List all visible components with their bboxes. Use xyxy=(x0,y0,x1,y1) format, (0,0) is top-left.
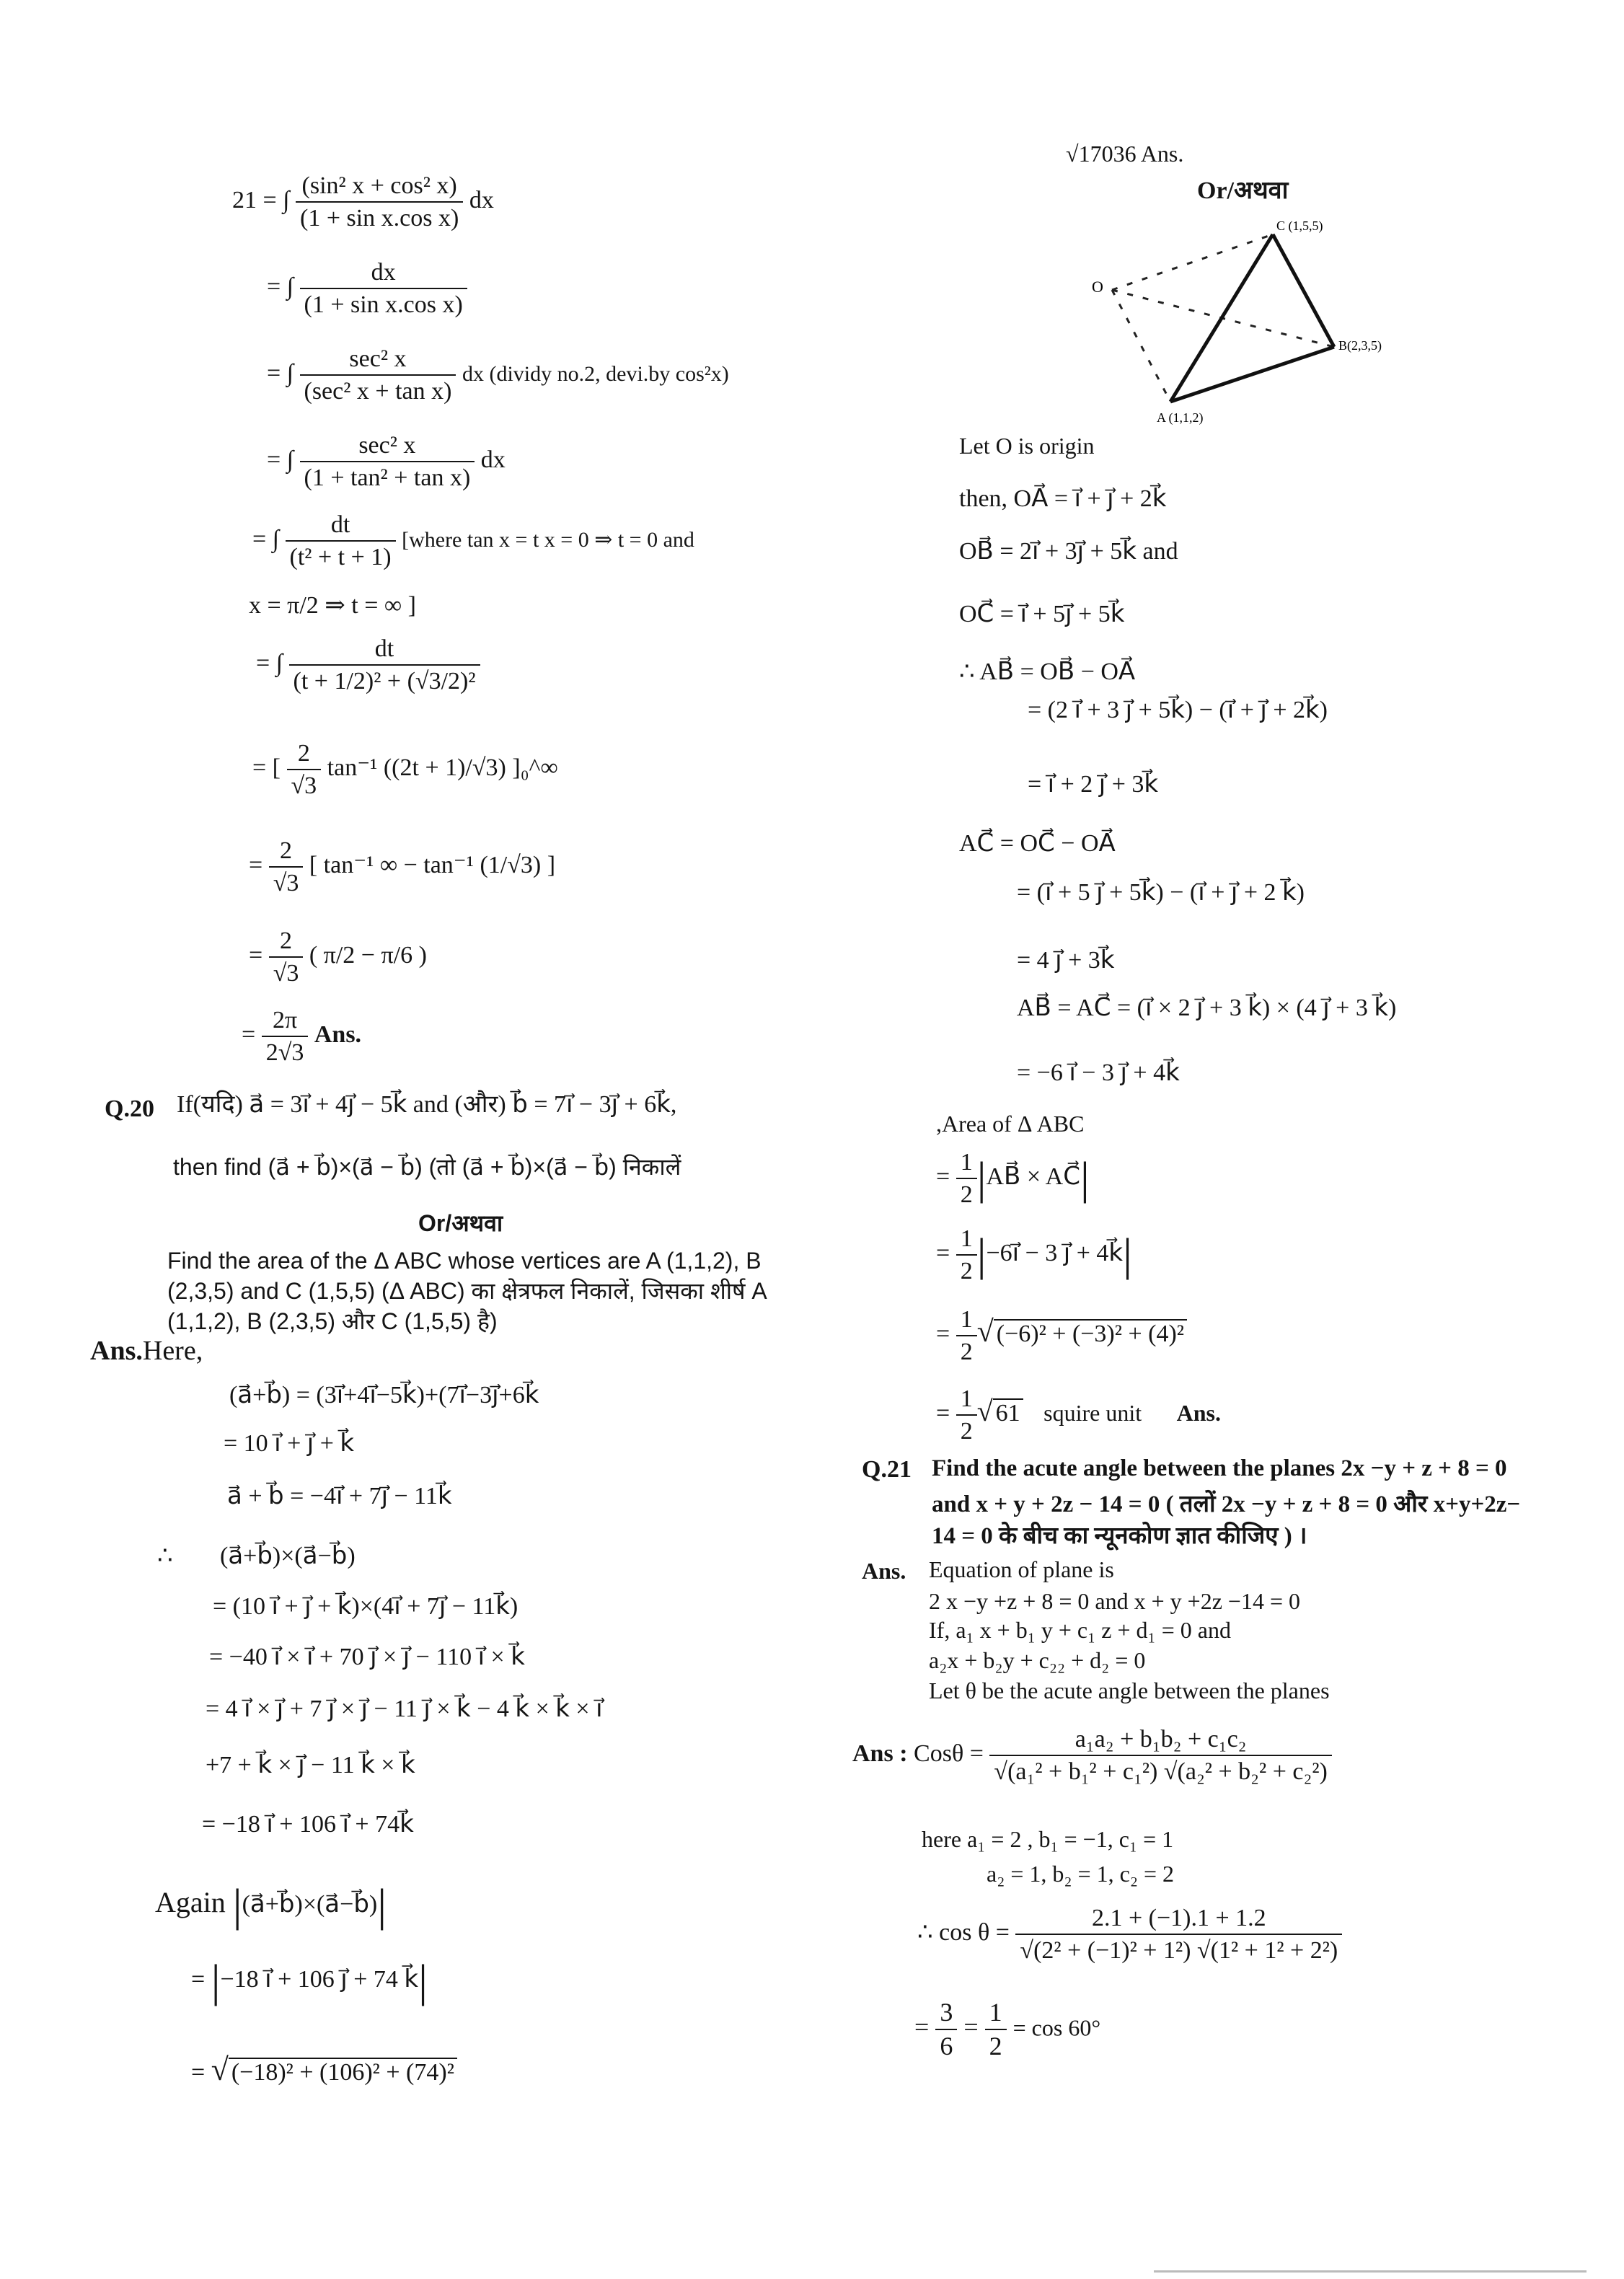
denominator: 2 xyxy=(960,1181,973,1209)
numerator: 1 xyxy=(956,1148,977,1179)
bottom-rule xyxy=(1154,2270,1587,2273)
edge-oc-dashed xyxy=(1112,234,1273,290)
denominator: √3 xyxy=(291,772,317,800)
r-step-3: OB⃗ = 2i⃗ + 3j⃗ + 5k⃗ and xyxy=(959,538,1178,565)
q19-line-7-frac xyxy=(289,635,480,695)
cos-ans-label: Ans : xyxy=(852,1740,908,1767)
equals-sign: = xyxy=(936,1239,950,1266)
q19-line-9-post: [ tan⁻¹ ∞ − tan⁻¹ (1/√3) ] xyxy=(309,851,556,878)
equals-sign: = xyxy=(963,2012,979,2042)
q21-ans-line-1: Equation of plane is xyxy=(929,1556,1114,1582)
r-step-2: then, OA⃗ = i⃗ + j⃗ + 2k⃗ xyxy=(959,485,1167,512)
q20-step-3: a⃗ + b⃗ = −4i⃗ + 7j⃗ − 11k⃗ xyxy=(227,1483,452,1509)
q19-line-6 xyxy=(249,591,416,620)
q20-again-line-2 xyxy=(191,1955,428,2006)
area-line-4 xyxy=(936,1385,1221,1445)
q19-line-4 xyxy=(267,431,506,492)
q20-final-answer: √17036 Ans. xyxy=(1066,141,1184,167)
numerator: 1 xyxy=(956,1385,977,1416)
q19-line-5-frac xyxy=(286,511,396,571)
q21-question-line-2: and x + y + 2z − 14 = 0 ( तलों 2x −y + z + 8 = 0 और x+y+2z− xyxy=(932,1491,1521,1517)
q19-line-3-pre: = ∫ xyxy=(267,359,294,387)
sqrt-icon: √ xyxy=(976,1315,994,1349)
edge-ab xyxy=(1170,347,1334,402)
q19-line-7 xyxy=(256,635,480,695)
q19-line-11-frac xyxy=(262,1006,309,1067)
again-label: Again xyxy=(155,1886,226,1919)
area-expr-1: AB⃗ × AC⃗ xyxy=(986,1163,1080,1190)
equals-sign: = xyxy=(914,2012,930,2042)
denominator: (1 + sin x.cos x) xyxy=(304,291,463,319)
denominator: 2√3 xyxy=(265,1039,304,1067)
cos-fraction xyxy=(989,1725,1331,1786)
area-expr-2: −6i⃗ − 3 j⃗ + 4k⃗ xyxy=(986,1239,1124,1266)
q20-step-8: +7 + k⃗ × j⃗ − 11 k⃗ × k⃗ xyxy=(206,1752,415,1778)
q21-question-line-1: Find the acute angle between the planes 2x −y + z + 8 = 0 xyxy=(932,1455,1507,1481)
r-step-1: Let O is origin xyxy=(959,433,1095,459)
numerator: a₁a₂ + b₁b₂ + c₁c₂ xyxy=(989,1725,1331,1756)
vertex-c-label: C (1,5,5) xyxy=(1276,219,1323,233)
again-expression: (a⃗+b⃗)×(a⃗−b⃗) xyxy=(242,1891,378,1918)
q19-line-4-frac xyxy=(300,431,475,492)
half-fraction xyxy=(956,1305,977,1366)
q20-question-line-1: If(यदि) a⃗ = 3i⃗ + 4j⃗ − 5k⃗ and (और) b⃗ = 7i⃗ − 3j⃗ + 6k⃗, xyxy=(177,1091,677,1118)
q21-ans-line-5: Let θ be the acute angle between the planes xyxy=(929,1678,1330,1703)
numerator: dx xyxy=(300,258,467,289)
area-result: 61 xyxy=(993,1398,1023,1427)
q20-question-line-2: then find (a⃗ + b⃗)×(a⃗ − b⃗) (तो (a⃗ + b⃗)×(a⃗ − b⃗) निकालें xyxy=(173,1154,681,1180)
q19-line-2-pre: = ∫ xyxy=(267,273,294,300)
denominator: 2 xyxy=(960,1258,973,1285)
q19-line-1-frac xyxy=(296,172,463,232)
r-step-6: = (2 i⃗ + 3 j⃗ + 5k⃗) − (i⃗ + j⃗ + 2k⃗) xyxy=(1028,697,1328,723)
q20-step-5: = (10 i⃗ + j⃗ + k⃗)×(4i⃗ + 7j⃗ − 11k⃗) xyxy=(213,1593,518,1620)
cos-lhs: Cosθ = xyxy=(914,1740,984,1767)
area-line-2 xyxy=(936,1225,1132,1285)
q19-line-7-pre: = ∫ xyxy=(256,649,283,676)
numerator: dt xyxy=(289,635,480,666)
r-step-8: AC⃗ = OC⃗ − OA⃗ xyxy=(959,830,1116,857)
r-step-9: = (i⃗ + 5 j⃗ + 5k⃗) − (i⃗ + j⃗ + 2 k⃗) xyxy=(1017,879,1305,906)
cos-substitution xyxy=(917,1904,1342,1965)
again-magnitude: −18 i⃗ + 106 j⃗ + 74 k⃗ xyxy=(220,1965,419,1993)
denominator: 2 xyxy=(989,2032,1002,2061)
area-line-1 xyxy=(936,1148,1090,1209)
abs-bar-right: | xyxy=(1080,1152,1090,1204)
abs-bar-right: | xyxy=(377,1879,387,1931)
q20-alt-line-1: Find the area of the Δ ABC whose vertices are A (1,1,2), B xyxy=(167,1248,762,1274)
denominator: (t² + t + 1) xyxy=(289,544,392,571)
r-step-11: AB⃗ = AC⃗ = (i⃗ × 2 j⃗ + 3 k⃗) × (4 j⃗ + 3 k⃗) xyxy=(1017,995,1397,1021)
q19-line-4-post: dx xyxy=(480,446,506,473)
q19-line-10-post: ( π/2 − π/6 ) xyxy=(309,941,427,969)
equals-sign: = xyxy=(191,1965,206,1993)
half-fraction xyxy=(956,1385,977,1445)
area-heading: ,Area of Δ ABC xyxy=(936,1111,1085,1137)
numerator: 2 xyxy=(269,927,304,958)
cos-final xyxy=(914,1998,1100,2062)
q20-again-line xyxy=(155,1879,387,1931)
edge-cb xyxy=(1273,234,1334,347)
numerator: 1 xyxy=(956,1305,977,1336)
cos2-fraction xyxy=(1015,1904,1342,1965)
q19-line-9-frac xyxy=(269,837,304,897)
area-radicand: (−6)² + (−3)² + (4)² xyxy=(994,1319,1187,1347)
r-step-12: = −6 i⃗ − 3 j⃗ + 4k⃗ xyxy=(1017,1059,1180,1086)
vertex-a-label: A (1,1,2) xyxy=(1157,410,1204,425)
numerator: 3 xyxy=(935,1998,957,2030)
q21-label: Q.21 xyxy=(862,1456,912,1483)
numerator: sec² x xyxy=(300,431,475,462)
q19-line-8-pre: = [ xyxy=(252,754,281,781)
q20-step-1: (a⃗+b⃗) = (3i⃗+4i⃗−5k⃗)+(7i⃗−3j⃗+6k⃗ xyxy=(229,1382,539,1409)
denominator: √3 xyxy=(273,960,299,987)
abs-bar-left: | xyxy=(232,1879,242,1931)
q19-line-10 xyxy=(249,927,427,987)
equals-sign: = xyxy=(191,2059,206,2086)
q20-step-9: = −18 i⃗ + 106 i⃗ + 74k⃗ xyxy=(202,1811,414,1838)
q19-line-1-post: dx xyxy=(469,186,494,213)
q19-line-4-pre: = ∫ xyxy=(267,446,294,473)
q20-label: Q.20 xyxy=(105,1096,154,1122)
here-line-1: here a₁ = 2 , b₁ = −1, c₁ = 1 xyxy=(922,1826,1174,1852)
r-step-7: = i⃗ + 2 j⃗ + 3k⃗ xyxy=(1028,771,1159,798)
r-step-5: ∴ AB⃗ = OB⃗ − OA⃗ xyxy=(959,658,1136,685)
vertex-b-label: B(2,3,5) xyxy=(1338,338,1382,353)
q19-line-8 xyxy=(252,739,558,800)
q20-or-divider: Or/अथवा xyxy=(418,1210,503,1236)
sqrt-icon: √ xyxy=(976,1394,993,1427)
r-step-10: = 4 j⃗ + 3k⃗ xyxy=(1017,947,1115,974)
edge-oa-dashed xyxy=(1112,290,1170,402)
q19-line-3 xyxy=(267,345,729,405)
q20-answer-heading xyxy=(90,1336,203,1367)
or-divider: Or/अथवा xyxy=(1197,177,1289,204)
ans-here: Here, xyxy=(142,1336,203,1366)
final-frac-2 xyxy=(985,1998,1007,2062)
r-step-4: OC⃗ = i⃗ + 5j⃗ + 5k⃗ xyxy=(959,601,1125,627)
q19-line-10-frac xyxy=(269,927,304,987)
abs-bar-left: | xyxy=(976,1152,987,1204)
denominator: 6 xyxy=(940,2032,953,2061)
numerator: 2 xyxy=(269,837,304,868)
q19-line-11 xyxy=(242,1006,361,1067)
q19-line-10-pre: = xyxy=(249,941,263,969)
area-line-3 xyxy=(936,1305,1187,1366)
q19-line-3-frac xyxy=(300,345,456,405)
denominator: (t + 1/2)² + (√3/2)² xyxy=(293,668,476,695)
numerator: sec² x xyxy=(300,345,456,376)
q21-ans-line-3: If, a₁ x + b₁ y + c₁ z + d₁ = 0 and xyxy=(929,1617,1231,1643)
q20-therefore: ∴ xyxy=(157,1543,173,1569)
q19-line-1 xyxy=(232,172,494,232)
ans-label: Ans. xyxy=(90,1336,143,1366)
q19-answer-label: Ans. xyxy=(314,1021,362,1048)
numerator: 2.1 + (−1).1 + 1.2 xyxy=(1015,1904,1342,1935)
q20-step-7: = 4 i⃗ × j⃗ + 7 j⃗ × j⃗ − 11 j⃗ × k⃗ − 4 k⃗ × k⃗ × i⃗ xyxy=(206,1696,603,1722)
denominator: (1 + tan² + tan x) xyxy=(304,464,471,492)
triangle-diagram xyxy=(1067,213,1442,429)
q20-step-6: = −40 i⃗ × i⃗ + 70 j⃗ × j⃗ − 110 i⃗ × k⃗ xyxy=(209,1644,525,1670)
denominator: √(2² + (−1)² + 1²) √(1² + 1² + 2²) xyxy=(1020,1937,1338,1965)
abs-bar-left: | xyxy=(976,1229,987,1281)
q19-line-2-frac xyxy=(300,258,467,319)
q21-ans-line-2: 2 x −y +z + 8 = 0 and x + y +2z −14 = 0 xyxy=(929,1588,1300,1614)
denominator: √3 xyxy=(273,870,299,897)
denominator: √(a₁² + b₁² + c₁²) √(a₂² + b₂² + c₂²) xyxy=(994,1758,1328,1786)
half-fraction xyxy=(956,1225,977,1285)
q20-again-line-3 xyxy=(191,2052,457,2089)
q19-line-9-pre: = xyxy=(249,851,263,878)
q21-ans-line-4: a₂x + b₂y + c₂₂ + d₂ = 0 xyxy=(929,1647,1146,1673)
q21-ans-label: Ans. xyxy=(862,1558,906,1584)
numerator: 2π xyxy=(262,1006,309,1037)
denominator: 2 xyxy=(960,1418,973,1445)
denominator: (1 + sin x.cos x) xyxy=(300,205,459,232)
q21-question-line-3: 14 = 0 के बीच का न्यूनकोण ज्ञात कीजिए ) । xyxy=(932,1523,1307,1549)
cos-formula xyxy=(852,1725,1332,1786)
q19-line-8-post: tan⁻¹ ((2t + 1)/√3) ]₀^∞ xyxy=(327,754,558,781)
abs-bar-left: | xyxy=(211,1955,221,2006)
q20-alt-line-3: (1,1,2), B (2,3,5) और C (1,5,5) है) xyxy=(167,1308,498,1334)
q19-line-1-pre: 21 = ∫ xyxy=(232,186,290,213)
final-frac-1 xyxy=(935,1998,957,2062)
q20-step-4: (a⃗+b⃗)×(a⃗−b⃗) xyxy=(220,1543,356,1569)
numerator: 1 xyxy=(956,1225,977,1256)
numerator: (sin² x + cos² x) xyxy=(296,172,463,203)
sqrt-radicand: (−18)² + (106)² + (74)² xyxy=(229,2058,457,2086)
q20-step-2: = 10 i⃗ + j⃗ + k⃗ xyxy=(224,1430,355,1457)
area-unit: squire unit xyxy=(1043,1399,1142,1426)
vertex-o-label: O xyxy=(1092,278,1103,296)
cos2-lhs: ∴ cos θ = xyxy=(917,1918,1010,1946)
numerator: 1 xyxy=(985,1998,1007,2030)
q19-line-6-text: x = π/2 ⇒ t = ∞ ] xyxy=(249,592,416,619)
q19-line-5 xyxy=(252,511,694,571)
q19-line-8-frac xyxy=(287,739,322,800)
numerator: 2 xyxy=(287,739,322,770)
edge-ac xyxy=(1170,234,1273,402)
half-fraction xyxy=(956,1148,977,1209)
equals-sign: = xyxy=(936,1163,950,1190)
q20-alt-line-2: (2,3,5) and C (1,5,5) (Δ ABC) का क्षेत्रफल निकालें, जिसका शीर्ष A xyxy=(167,1278,767,1304)
q19-line-11-pre: = xyxy=(242,1021,256,1048)
denominator: (sec² x + tan x) xyxy=(304,378,452,405)
area-answer-label: Ans. xyxy=(1176,1399,1221,1426)
q19-line-3-post: dx (dividy no.2, devi.by cos²x) xyxy=(462,361,729,386)
abs-bar-right: | xyxy=(1123,1229,1132,1281)
sqrt-icon: √ xyxy=(211,2052,229,2087)
equals-sign: = xyxy=(936,1399,950,1427)
denominator: 2 xyxy=(960,1339,973,1366)
q19-line-5-post: [where tan x = t x = 0 ⇒ t = 0 and xyxy=(402,527,694,552)
equals-sign: = xyxy=(936,1320,950,1347)
here-line-2: a₂ = 1, b₂ = 1, c₂ = 2 xyxy=(987,1861,1175,1887)
numerator: dt xyxy=(286,511,396,542)
final-cos-value: = cos 60° xyxy=(1012,2014,1101,2041)
abs-bar-right: | xyxy=(418,1955,428,2006)
q19-line-5-pre: = ∫ xyxy=(252,525,279,552)
q19-line-9 xyxy=(249,837,555,897)
q19-line-2 xyxy=(267,258,467,319)
